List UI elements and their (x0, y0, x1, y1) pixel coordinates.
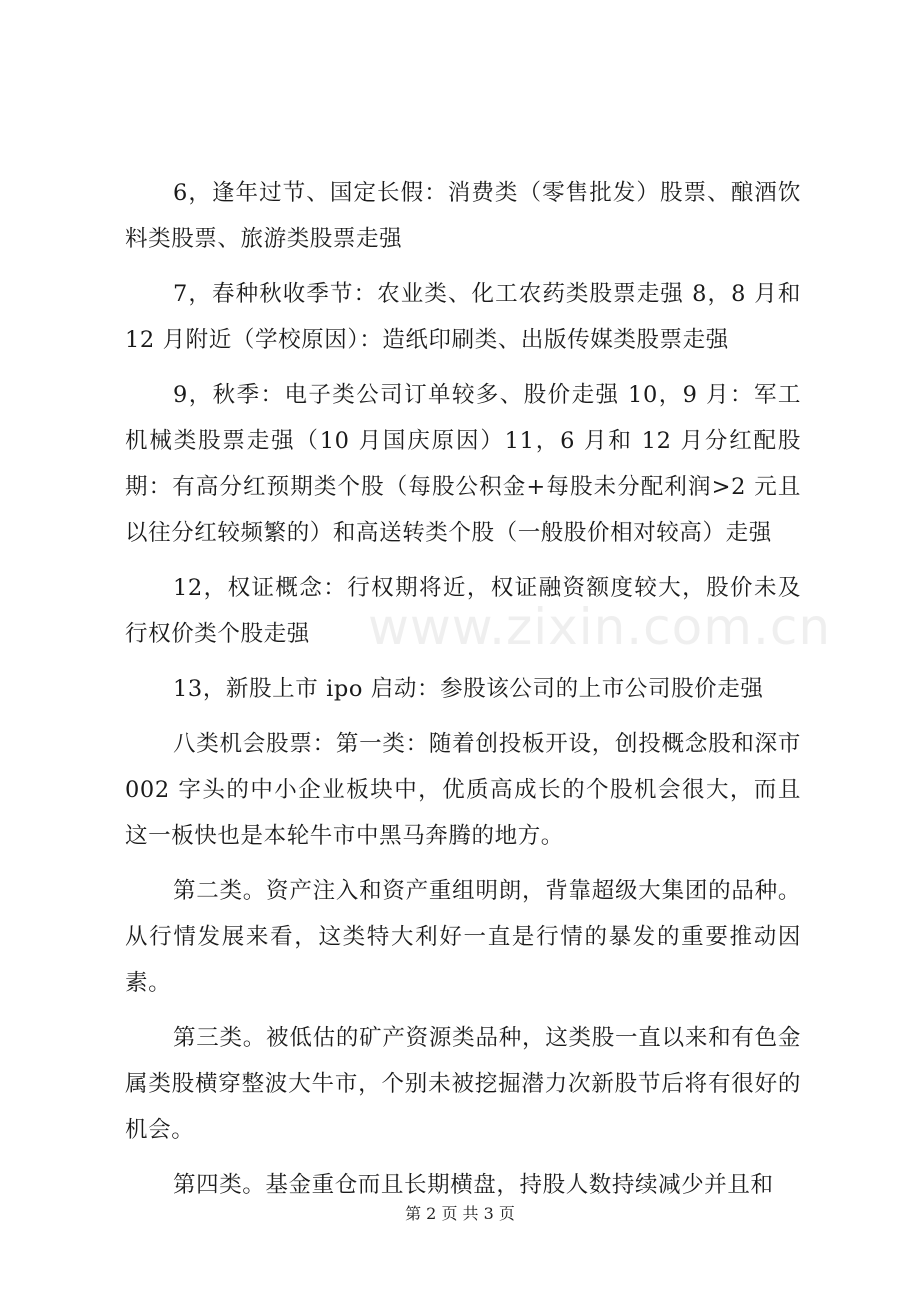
paragraph-category-1: 八类机会股票：第一类：随着创投板开设，创投概念股和深市 002 字头的中小企业板块中，优质高成长的个股机会很大，而且这一板快也是本轮牛市中黑马奔腾的地方。 (125, 731, 801, 849)
paragraph-13: 13，新股上市 ipo 启动：参股该公司的上市公司股价走强 (173, 676, 764, 702)
page-footer: 第 2 页 共 3 页 (405, 1204, 515, 1223)
paragraph-6: 6，逢年过节、国定长假：消费类（零售批发）股票、酿酒饮料类股票、旅游类股票走强 (125, 180, 801, 252)
paragraph-7-8: 7，春种秋收季节：农业类、化工农药类股票走强 8，8 月和 12 月附近（学校原因）：造纸印刷类、出版传媒类股票走强 (125, 281, 801, 353)
document-body (125, 170, 801, 1217)
paragraph-category-4: 第四类。基金重仓而且长期横盘，持股人数持续减少并且和 (173, 1172, 774, 1198)
paragraph-category-2: 第二类。资产注入和资产重组明朗，背靠超级大集团的品种。从行情发展来看，这类特大利好一直是行情的暴发的重要推动因素。 (125, 878, 801, 996)
paragraph-category-3: 第三类。被低估的矿产资源类品种，这类股一直以来和有色金属类股横穿整波大牛市，个别未被挖掘潜力次新股节后将有很好的机会。 (125, 1025, 801, 1143)
paragraph-12: 12，权证概念：行权期将近，权证融资额度较大，股价未及行权价类个股走强 (125, 575, 801, 647)
watermark: www.zixin.com.cn (368, 598, 832, 656)
paragraph-9-11: 9，秋季：电子类公司订单较多、股价走强 10，9 月：军工机械类股票走强（10 月国庆原因）11，6 月和 12 月分红配股期：有高分红预期类个股（每股公积金+每股未分配利润>2 元且以往分红较频繁的）和高送转类个股（一般股价相对较高）走强 (125, 382, 801, 546)
